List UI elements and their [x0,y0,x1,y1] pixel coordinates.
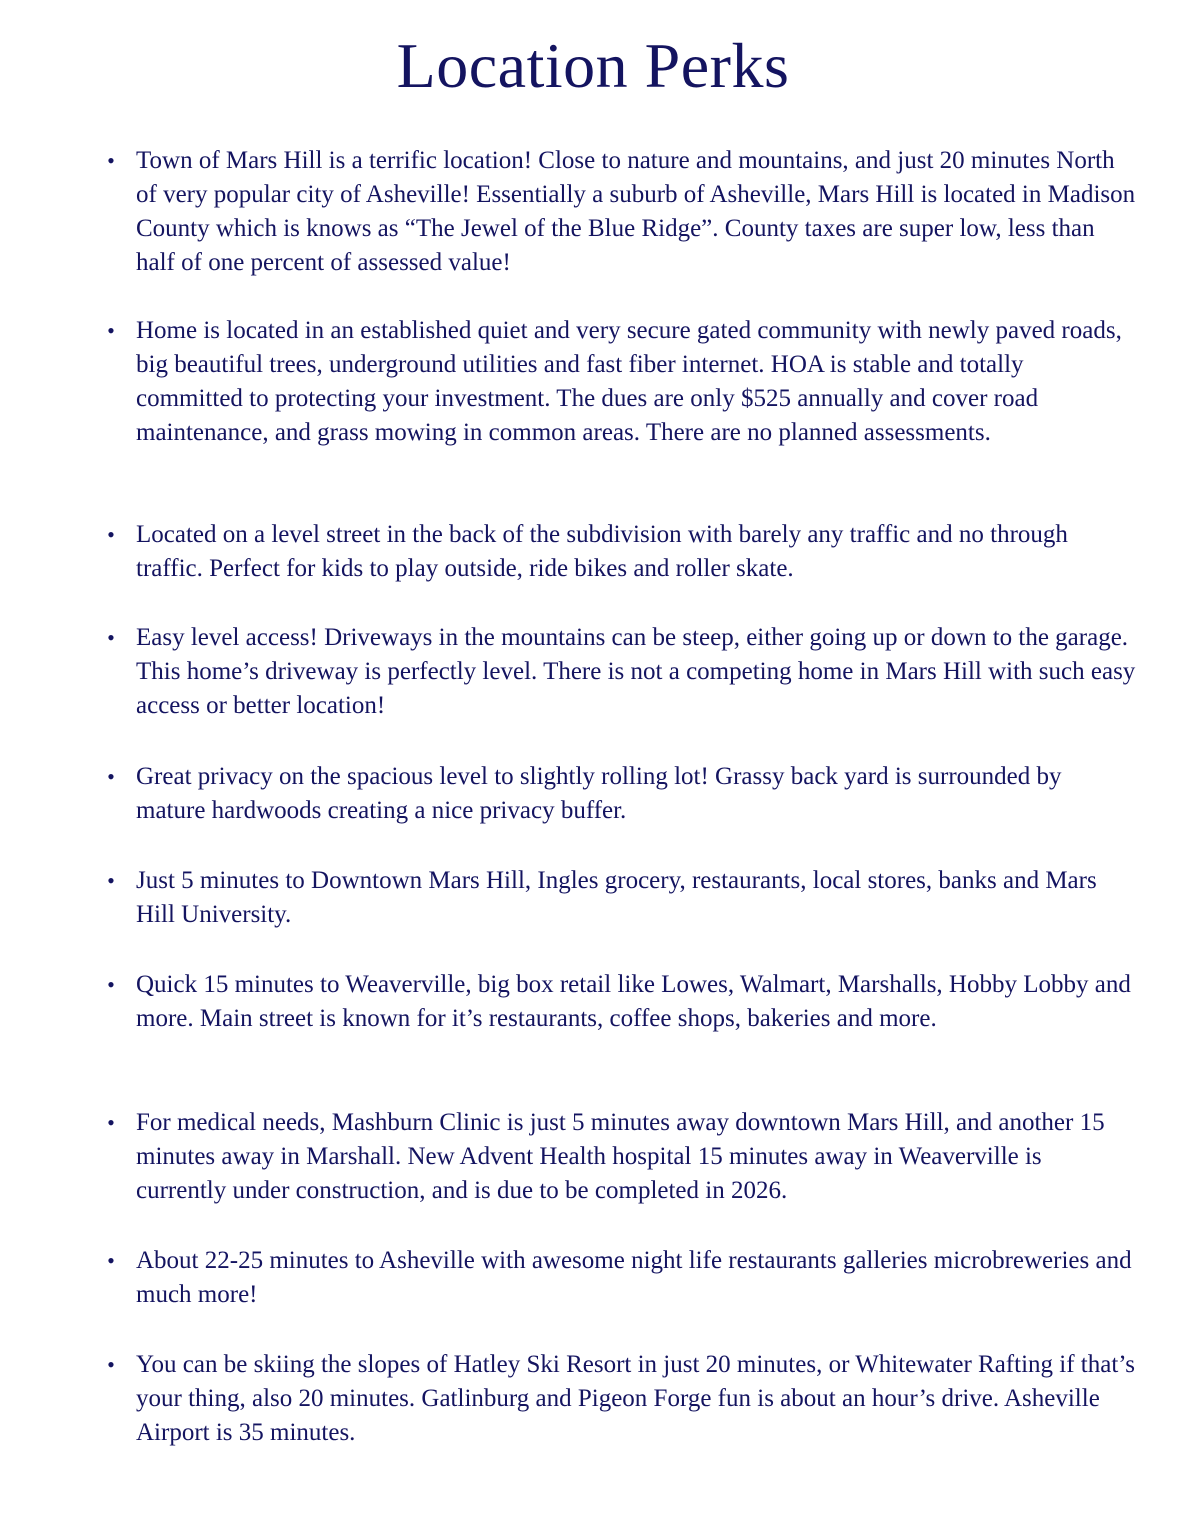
perk-text: Great privacy on the spacious level to slightly rolling lot! Grassy back yard is surrounded by mature hardwoods creating a nice privacy buffer. [136,763,1062,824]
list-item [107,314,1136,450]
bullet-icon: • [107,1352,115,1377]
perk-text: You can be skiing the slopes of Hatley Ski Resort in just 20 minutes, or Whitewater Rafting if that’s your thing, also 20 minutes. Gatlinburg and Pigeon Forge fun is about an hour’s drive. Asheville Airport is 35 minutes. [136,1351,1135,1446]
bullet-icon: • [107,1110,115,1135]
perk-text: Easy level access! Driveways in the mountains can be steep, either going up or down to the garage. This home’s driveway is perfectly level. There is not a competing home in Mars Hill with such easy access or better location! [136,624,1136,719]
list-item [107,1348,1136,1450]
bullet-icon: • [107,972,115,997]
perk-text: About 22-25 minutes to Asheville with awesome night life restaurants galleries microbreweries and much more! [136,1247,1132,1308]
perk-text: Home is located in an established quiet and very secure gated community with newly paved roads, big beautiful trees, underground utilities and fast fiber internet. HOA is stable and totally committed to protecting your investment. The dues are only $525 annually and cover road maintenance, and grass mowing in common areas. There are no planned assessments. [136,317,1122,446]
list-item [107,144,1136,280]
bullet-icon: • [107,318,115,343]
list-item [107,1244,1136,1312]
perk-text: Town of Mars Hill is a terrific location! Close to nature and mountains, and just 20 minutes North of very popular city of Asheville! Essentially a suburb of Asheville, Mars Hill is located in Madison County which is knows as “The Jewel of the Blue Ridge”. County taxes are super low, less than half of one percent of assessed value! [136,147,1136,276]
bullet-icon: • [107,522,115,547]
perk-text: Just 5 minutes to Downtown Mars Hill, Ingles grocery, restaurants, local stores, banks and Mars Hill University. [136,867,1097,928]
bullet-icon: • [107,1248,115,1273]
list-item [107,760,1136,828]
perk-text: Located on a level street in the back of the subdivision with barely any traffic and no through traffic. Perfect for kids to play outside, ride bikes and roller skate. [136,521,1068,582]
bullet-icon: • [107,625,115,650]
bullet-icon: • [107,868,115,893]
list-item [107,864,1136,932]
bullet-icon: • [107,764,115,789]
list-item [107,621,1136,723]
list-item [107,968,1136,1036]
bullet-icon: • [107,148,115,173]
list-item [107,1106,1136,1208]
list-item [107,518,1136,586]
page-title: Location Perks [396,30,790,101]
perk-text: Quick 15 minutes to Weaverville, big box retail like Lowes, Walmart, Marshalls, Hobby Lobby and more. Main street is known for it’s restaurants, coffee shops, bakeries and more. [136,971,1131,1032]
perk-text: For medical needs, Mashburn Clinic is just 5 minutes away downtown Mars Hill, and another 15 minutes away in Marshall. New Advent Health hospital 15 minutes away in Weaverville is currently under construction, and is due to be completed in 2026. [136,1109,1105,1204]
